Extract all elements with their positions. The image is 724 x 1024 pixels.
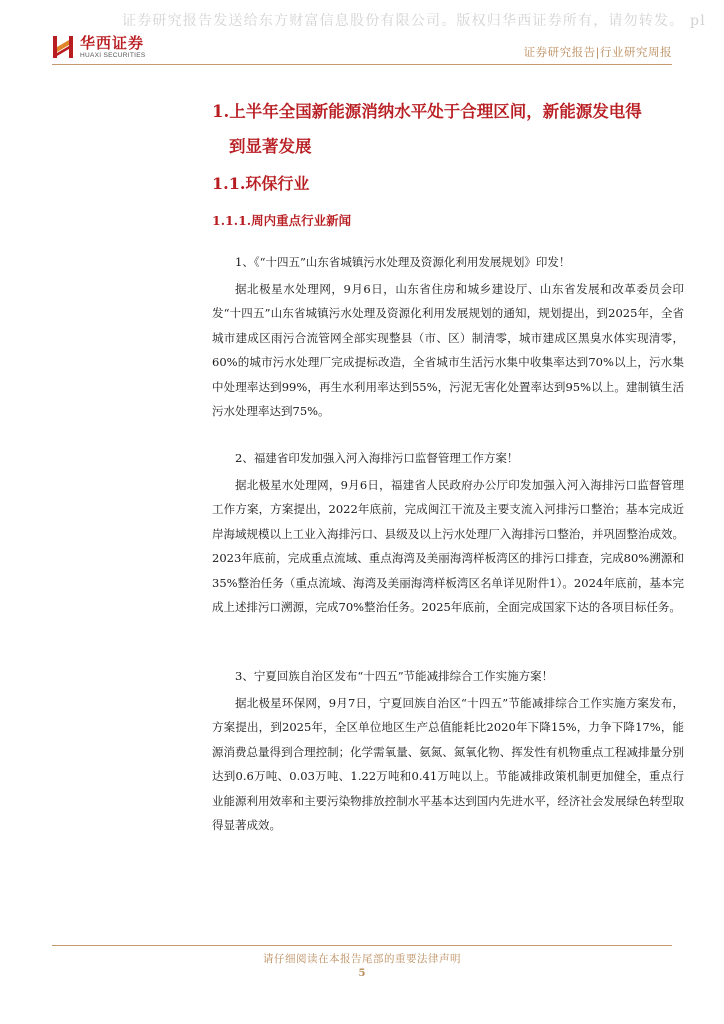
section-heading-1-line1: 1.上半年全国新能源消纳水平处于合理区间，新能源发电得 [212, 102, 642, 121]
huaxi-logo-icon [52, 34, 74, 60]
news-item-2 [212, 446, 684, 620]
logo-english-name: HUAXI SECURITIES [80, 51, 146, 59]
company-logo [52, 34, 145, 60]
news-title: 1、《“十四五”山东省城镇污水处理及资源化利用发展规划》印发！ [235, 255, 571, 269]
section-heading-1-line2: 到显著发展 [229, 137, 312, 156]
news-body: 据北极星水处理网，9月6日，福建省人民政府办公厅印发加强入河入海排污口监督管理工作方案，方案提出，2022年底前，完成闽江干流及主要支流入河排污口整治；基本完成近岸海域规模以上工业入海排污口、县级及以上污水处理厂入海排污口整治，并巩固整治成效。2023年底前，完成重点流域、重点海湾及美丽海湾样板湾区的排污口排查，完成80%溯源和35%整治任务（重点流域、海湾及美丽海湾样板湾区名单详见附件1）。2024年底前，基本完成上述排污口溯源，完成70%整治任务。2025年底前，全面完成国家下达的各项目标任务。 [212, 477, 684, 614]
section-heading-3: 1.1.1.周内重点行业新闻 [212, 213, 352, 228]
watermark-text: 证券研究报告发送给东方财富信息股份有限公司。版权归华西证券所有，请勿转发。 pl [122, 13, 706, 29]
news-title: 3、宁夏回族自治区发布“十四五”节能减排综合工作实施方案！ [235, 669, 554, 683]
legal-notice: 请仔细阅读在本报告尾部的重要法律声明 [263, 953, 461, 965]
footer-divider [52, 945, 672, 946]
news-item-3 [212, 664, 684, 838]
header-divider [52, 64, 672, 65]
report-type-label: 证券研究报告|行业研究周报 [523, 45, 672, 59]
page-number: 5 [358, 968, 366, 979]
news-body: 据北极星水处理网，9月6日，山东省住房和城乡建设厅、山东省发展和改革委员会印发“十四五”山东省城镇污水处理及资源化利用发展规划的通知，规划提出，到2025年，全省城市建成区雨污合流管网全部实现整县（市、区）制清零，城市建成区黑臭水体实现清零，60%的城市污水处理厂完成提标改造，全省城市生活污水集中收集率达到70%以上，污水集中处理率达到99%，再生水利用率达到55%，污泥无害化处置率达到95%以上。建制镇生活污水处理率达到75%。 [212, 281, 684, 418]
news-title: 2、福建省印发加强入河入海排污口监督管理工作方案！ [235, 451, 519, 465]
section-heading-2: 1.1.环保行业 [212, 174, 310, 193]
section-heading-1 [212, 94, 692, 164]
logo-chinese-name: 华西证券 [80, 33, 145, 52]
news-body: 据北极星环保网，9月7日，宁夏回族自治区“十四五”节能减排综合工作实施方案发布，方案提出，到2025年，全区单位地区生产总值能耗比2020年下降15%，力争下降17%，能源消费总量得到合理控制；化学需氧量、氨氮、氮氧化物、挥发性有机物重点工程减排量分别达到0.6万吨、0.03万吨、1.22万吨和0.41万吨以上。节能减排政策机制更加健全，重点行业能源利用效率和主要污染物排放控制水平基本达到国内先进水平，经济社会发展绿色转型取得显著成效。 [212, 695, 684, 832]
news-item-1 [212, 250, 684, 424]
